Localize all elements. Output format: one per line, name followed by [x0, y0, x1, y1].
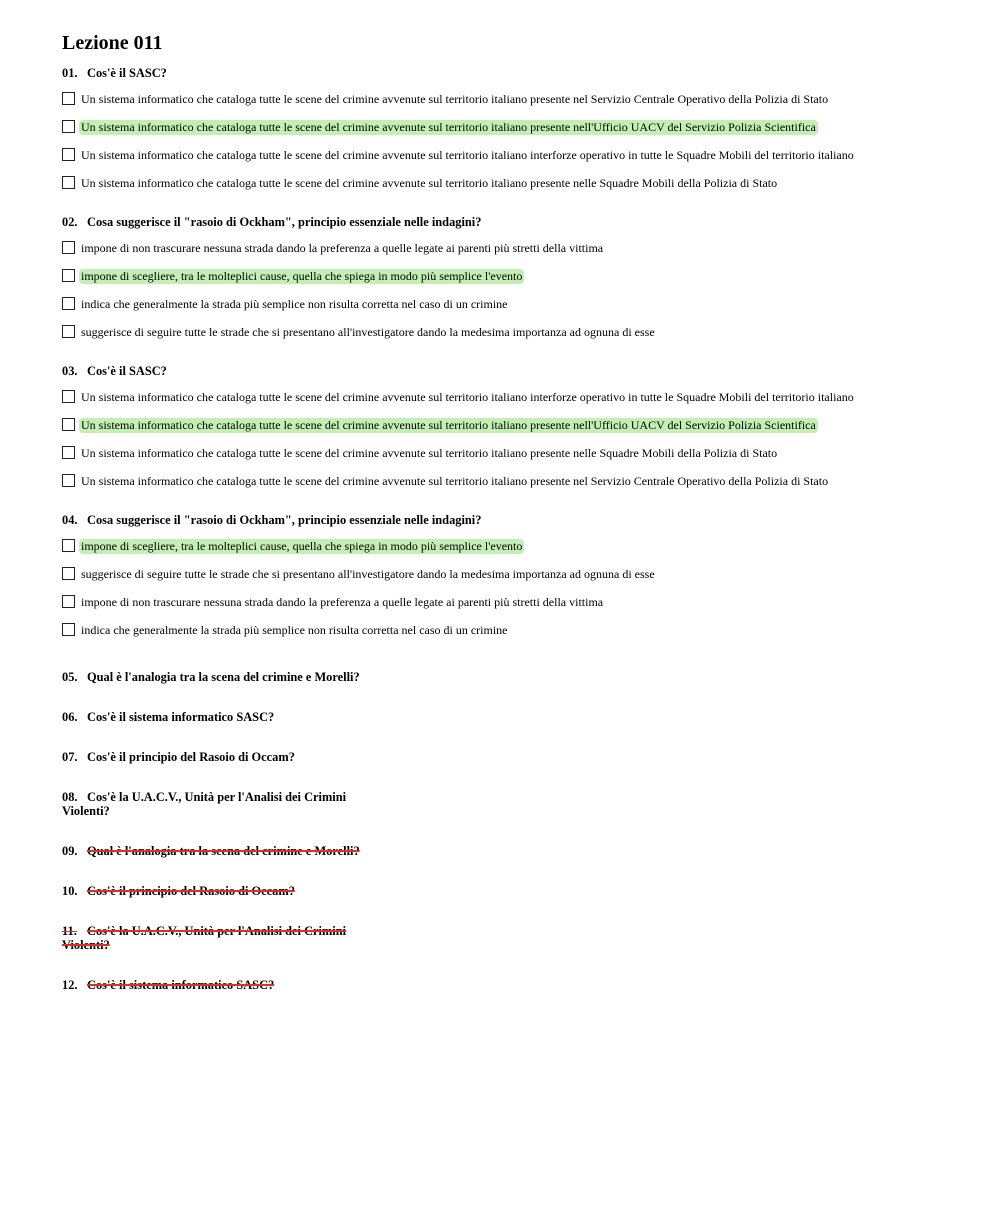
answer-checkbox[interactable]	[62, 241, 75, 254]
answer-text: impone di non trascurare nessuna strada dando la preferenza a quelle legate ai parenti più stretti della vittima	[81, 241, 604, 255]
question-09	[62, 844, 962, 858]
question-text: Cos'è la U.A.C.V., Unità per l'Analisi dei Crimini Violenti?	[62, 924, 347, 952]
answer-option-correct[interactable]	[62, 113, 962, 141]
question-02	[62, 215, 962, 346]
question-10	[62, 884, 962, 898]
question-number: 09.	[62, 844, 78, 858]
question-05	[62, 670, 962, 684]
question-number: 12.	[62, 978, 78, 992]
answer-option-correct[interactable]	[62, 262, 962, 290]
answer-option[interactable]	[62, 560, 962, 588]
answer-option[interactable]	[62, 290, 962, 318]
answer-text: Un sistema informatico che cataloga tutte le scene del crimine avvenute sul territorio italiano presente nell'Ufficio UACV del Servizio Polizia Scientifica	[81, 418, 816, 432]
question-text: Cos'è la U.A.C.V., Unità per l'Analisi dei Crimini Violenti?	[62, 790, 347, 818]
question-text: Cos'è il SASC?	[87, 364, 167, 378]
question-text: Cos'è il principio del Rasoio di Occam?	[87, 750, 295, 764]
answer-option[interactable]	[62, 169, 962, 197]
question-text: Cosa suggerisce il "rasoio di Ockham", principio essenziale nelle indagini?	[87, 513, 482, 527]
question-heading	[62, 790, 362, 818]
answer-checkbox[interactable]	[62, 567, 75, 580]
answer-option-correct[interactable]	[62, 532, 962, 560]
answer-checkbox[interactable]	[62, 176, 75, 189]
answer-text: suggerisce di seguire tutte le strade che si presentano all'investigatore dando la medesima importanza ad ognuna di esse	[81, 325, 655, 339]
answer-checkbox[interactable]	[62, 120, 75, 133]
question-text: Qual è l'analogia tra la scena del crimine e Morelli?	[87, 670, 360, 684]
answer-text: impone di scegliere, tra le molteplici cause, quella che spiega in modo più semplice l'evento	[81, 269, 523, 283]
question-08	[62, 790, 962, 818]
answer-checkbox[interactable]	[62, 269, 75, 282]
answer-text: impone di scegliere, tra le molteplici cause, quella che spiega in modo più semplice l'evento	[81, 539, 523, 553]
answer-checkbox[interactable]	[62, 595, 75, 608]
question-03	[62, 364, 962, 495]
question-number: 07.	[62, 750, 78, 764]
answer-text: Un sistema informatico che cataloga tutte le scene del crimine avvenute sul territorio italiano presente nel Servizio Centrale Operativo della Polizia di Stato	[81, 474, 829, 488]
question-04	[62, 513, 962, 644]
answer-checkbox[interactable]	[62, 446, 75, 459]
question-text: Cosa suggerisce il "rasoio di Ockham", principio essenziale nelle indagini?	[87, 215, 482, 229]
answer-option[interactable]	[62, 141, 962, 169]
question-heading	[62, 513, 962, 527]
question-heading	[62, 884, 962, 898]
document-page	[62, 30, 962, 992]
question-12	[62, 978, 962, 992]
answer-text: Un sistema informatico che cataloga tutte le scene del crimine avvenute sul territorio italiano presente nelle Squadre Mobili della Polizia di Stato	[81, 176, 778, 190]
answer-option[interactable]	[62, 318, 962, 346]
question-number: 11.	[62, 924, 77, 938]
question-text: Cos'è il principio del Rasoio di Occam?	[87, 884, 295, 898]
answer-option[interactable]	[62, 234, 962, 262]
question-text: Cos'è il sistema informatico SASC?	[87, 710, 275, 724]
answer-checkbox[interactable]	[62, 539, 75, 552]
answer-list	[62, 532, 962, 644]
answer-checkbox[interactable]	[62, 92, 75, 105]
answer-option[interactable]	[62, 616, 962, 644]
question-heading	[62, 364, 962, 378]
answer-checkbox[interactable]	[62, 297, 75, 310]
answer-text: indica che generalmente la strada più semplice non risulta corretta nel caso di un crimine	[81, 623, 508, 637]
question-text: Cos'è il sistema informatico SASC?	[87, 978, 275, 992]
question-heading	[62, 670, 962, 684]
answer-text: suggerisce di seguire tutte le strade che si presentano all'investigatore dando la medesima importanza ad ognuna di esse	[81, 567, 655, 581]
answer-option[interactable]	[62, 383, 962, 411]
question-heading	[62, 924, 362, 952]
lesson-title: Lezione 011	[62, 32, 163, 54]
question-text: Qual è l'analogia tra la scena del crimine e Morelli?	[87, 844, 360, 858]
question-number: 05.	[62, 670, 78, 684]
question-11	[62, 924, 962, 952]
answer-text: Un sistema informatico che cataloga tutte le scene del crimine avvenute sul territorio italiano presente nel Servizio Centrale Operativo della Polizia di Stato	[81, 92, 829, 106]
question-01	[62, 66, 962, 197]
question-number: 03.	[62, 364, 78, 378]
question-number: 04.	[62, 513, 78, 527]
answer-text: Un sistema informatico che cataloga tutte le scene del crimine avvenute sul territorio italiano interforze operativo in tutte le Squadre Mobili del territorio italiano	[81, 390, 854, 404]
question-06	[62, 710, 962, 724]
answer-text: Un sistema informatico che cataloga tutte le scene del crimine avvenute sul territorio italiano presente nell'Ufficio UACV del Servizio Polizia Scientifica	[81, 120, 816, 134]
question-heading	[62, 215, 962, 229]
question-number: 08.	[62, 790, 78, 804]
question-heading	[62, 750, 962, 764]
answer-list	[62, 85, 962, 197]
answer-list	[62, 383, 962, 495]
question-text: Cos'è il SASC?	[87, 66, 167, 80]
question-heading	[62, 710, 962, 724]
answer-checkbox[interactable]	[62, 418, 75, 431]
question-heading	[62, 844, 962, 858]
answer-checkbox[interactable]	[62, 148, 75, 161]
answer-option-correct[interactable]	[62, 411, 962, 439]
question-heading	[62, 66, 962, 80]
question-heading	[62, 978, 962, 992]
answer-option[interactable]	[62, 85, 962, 113]
answer-option[interactable]	[62, 467, 962, 495]
answer-list	[62, 234, 962, 346]
answer-option[interactable]	[62, 588, 962, 616]
answer-checkbox[interactable]	[62, 325, 75, 338]
answer-option[interactable]	[62, 439, 962, 467]
question-number: 02.	[62, 215, 78, 229]
question-number: 10.	[62, 884, 78, 898]
answer-text: Un sistema informatico che cataloga tutte le scene del crimine avvenute sul territorio italiano interforze operativo in tutte le Squadre Mobili del territorio italiano	[81, 148, 854, 162]
question-number: 01.	[62, 66, 78, 80]
answer-checkbox[interactable]	[62, 623, 75, 636]
answer-checkbox[interactable]	[62, 390, 75, 403]
answer-text: indica che generalmente la strada più semplice non risulta corretta nel caso di un crimine	[81, 297, 508, 311]
question-number: 06.	[62, 710, 78, 724]
answer-text: Un sistema informatico che cataloga tutte le scene del crimine avvenute sul territorio italiano presente nelle Squadre Mobili della Polizia di Stato	[81, 446, 778, 460]
question-07	[62, 750, 962, 764]
answer-text: impone di non trascurare nessuna strada dando la preferenza a quelle legate ai parenti più stretti della vittima	[81, 595, 604, 609]
answer-checkbox[interactable]	[62, 474, 75, 487]
